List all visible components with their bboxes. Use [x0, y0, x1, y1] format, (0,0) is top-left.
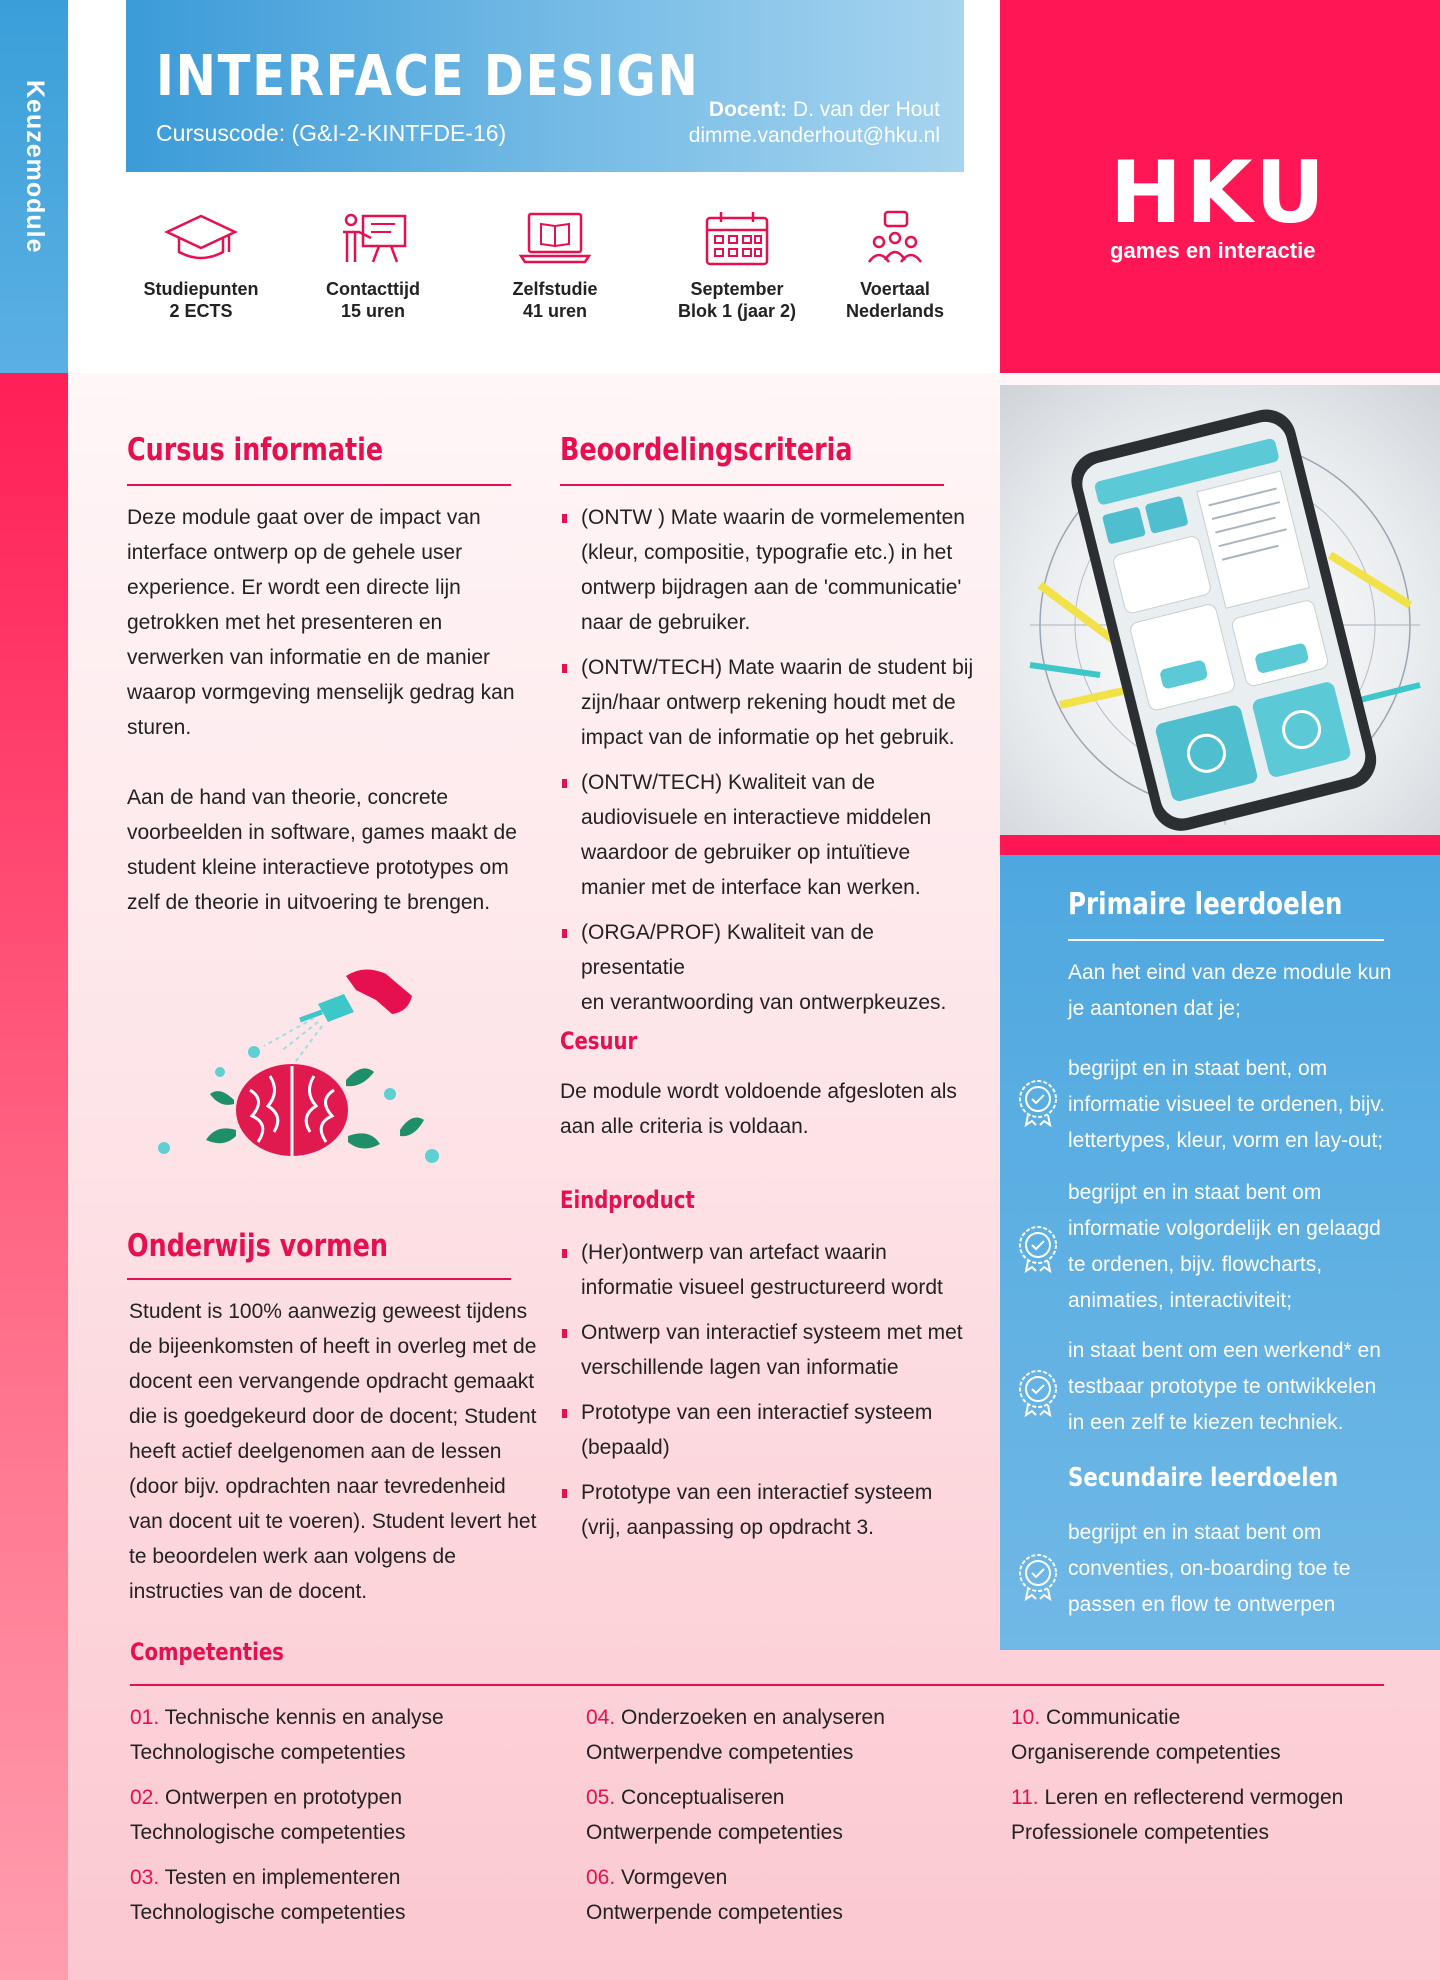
brand-block: [1000, 0, 1440, 373]
competentie-group: Ontwerpende competenties: [586, 1821, 843, 1844]
competentie-number: 02.: [130, 1786, 160, 1809]
side-stripe-lower: [0, 373, 68, 1980]
graduation-cap-icon: [163, 210, 239, 266]
competentie-item: [1011, 1780, 1343, 1850]
competentie-group: Ontwerpende competenties: [586, 1901, 843, 1924]
cursus-heading: Cursus informatie: [127, 432, 384, 468]
page-title: INTERFACE DESIGN: [156, 44, 700, 109]
competentie-group: Organiserende competenties: [1011, 1741, 1281, 1764]
info-value: 41 uren: [522, 301, 588, 321]
eindproduct-item: Prototype van een interactief systeem (vrij, aanpassing op opdracht 3.: [560, 1475, 980, 1545]
cursus-paragraph-2: Aan de hand van theorie, concrete voorbeelden in software, games maakt de student kleine interactieve prototypes om zelf de theorie in uitvoering te brengen.: [127, 786, 517, 914]
primary-goal-item: begrijpt en in staat bent om informatie volgordelijk en gelaagd te ordenen, bijv. flowcharts, animaties, interactiviteit;: [1068, 1181, 1381, 1312]
side-stripe: [0, 0, 68, 373]
info-september: [662, 210, 812, 322]
competentie-group: Technologische competenties: [130, 1741, 406, 1764]
cursus-rule: [127, 484, 511, 486]
competentie-item: [1011, 1700, 1281, 1770]
docent-label: Docent:: [708, 98, 788, 121]
phone-illustration: [1000, 385, 1440, 835]
award-badge-icon: [1016, 1367, 1060, 1417]
secondary-goals-heading: Secundaire leerdoelen: [1068, 1463, 1339, 1493]
info-zelfstudie: [480, 210, 630, 322]
beoordeling-rule: [560, 484, 944, 486]
criteria-item: (ONTW ) Mate waarin de vormelementen (kleur, compositie, typografie etc.) in het ontwerp bijdragen aan de 'communicatie' naar de gebruiker.: [560, 500, 980, 640]
competentie-name: Leren en reflecterend vermogen: [1044, 1786, 1344, 1809]
laptop-book-icon: [517, 210, 593, 266]
cesuur-heading: Cesuur: [560, 1027, 638, 1055]
eindproduct-item: Prototype van een interactief systeem (bepaald): [560, 1395, 980, 1465]
onderwijs-text: Student is 100% aanwezig geweest tijdens de bijeenkomsten of heeft in overleg met de docent een vervangende opdracht gemaakt die is goedgekeurd door de docent; Student heeft actief deelgenomen aan de lessen (door bijv. opdrachten naar tevredenheid van docent uit te voeren). Student levert het te beoordelen werk aan volgens de instructies van de docent.: [129, 1300, 537, 1603]
eindproduct-item: Ontwerp van interactief systeem met met verschillende lagen van informatie: [560, 1315, 980, 1385]
info-value: 15 uren: [340, 301, 406, 321]
competentie-number: 05.: [586, 1786, 616, 1809]
competentie-item: [130, 1700, 444, 1770]
competentie-name: Vormgeven: [621, 1866, 728, 1889]
competentie-name: Technische kennis en analyse: [164, 1706, 444, 1729]
info-label: Contacttijd: [326, 279, 420, 299]
phone-sketch: [1000, 385, 1440, 835]
onderwijs-heading: Onderwijs vormen: [127, 1228, 388, 1264]
competentie-name: Testen en implementeren: [164, 1866, 401, 1889]
divider-bar: [1000, 835, 1440, 855]
presenter-board-icon: [335, 210, 411, 266]
competentie-group: Technologische competenties: [130, 1821, 406, 1844]
competentie-number: 01.: [130, 1706, 160, 1729]
info-value: 2 ECTS: [169, 301, 233, 321]
competentie-item: [586, 1700, 885, 1770]
calendar-icon: [699, 210, 775, 266]
secondary-goal-item: begrijpt en in staat bent om conventies, on-boarding toe te passen en flow te ontwerpen: [1068, 1521, 1351, 1616]
info-label: Zelfstudie: [512, 279, 598, 299]
header-banner: [126, 0, 964, 172]
criteria-item: (ORGA/PROF) Kwaliteit van de presentatie en verantwoording van ontwerpkeuzes.: [560, 915, 980, 1020]
competentie-item: [586, 1780, 843, 1850]
award-badge-icon: [1016, 1077, 1060, 1127]
primary-goal-item: begrijpt en in staat bent, om informatie visueel te ordenen, bijv. lettertypes, kleur, vorm en lay-out;: [1068, 1057, 1386, 1152]
competentie-group: Ontwerpendve competenties: [586, 1741, 854, 1764]
hku-logo: HKU: [1110, 143, 1329, 243]
cursus-paragraph-1: Deze module gaat over de impact van interface ontwerp op de gehele user experience. Er wordt een directe lijn getrokken met het presenteren en verwerken van informatie en de manier waarop vormgeving menselijk gedrag kan sturen.: [127, 506, 515, 739]
cesuur-text: De module wordt voldoende afgesloten als aan alle criteria is voldaan.: [560, 1080, 957, 1138]
info-voertaal: [820, 210, 970, 322]
primary-goal-item: in staat bent om een werkend* en testbaar prototype te ontwikkelen in een zelf te kiezen techniek.: [1068, 1339, 1381, 1434]
brain-plant-illustration: [150, 960, 460, 1180]
competentie-item: [130, 1860, 406, 1930]
course-info-row: [126, 210, 966, 340]
brand-subtitle: games en interactie: [1110, 238, 1316, 263]
competentie-number: 11.: [1011, 1786, 1039, 1809]
competentie-group: Professionele competenties: [1011, 1821, 1269, 1844]
primary-goals-heading: Primaire leerdoelen: [1068, 887, 1343, 922]
competenties-rule: [130, 1684, 1384, 1686]
onderwijs-rule: [127, 1278, 511, 1280]
competentie-group: Technologische competenties: [130, 1901, 406, 1924]
info-label: September: [690, 279, 784, 299]
info-label: Voertaal: [860, 279, 930, 299]
competentie-name: Onderzoeken en analyseren: [621, 1706, 885, 1729]
goals-rule: [1068, 939, 1384, 941]
competentie-number: 10.: [1011, 1706, 1041, 1729]
info-value: Nederlands: [845, 301, 945, 321]
competentie-name: Conceptualiseren: [621, 1786, 785, 1809]
competentie-number: 06.: [586, 1866, 616, 1889]
competentie-name: Ontwerpen en prototypen: [165, 1786, 403, 1809]
leerdoelen-panel: [1000, 855, 1440, 1650]
competentie-item: [586, 1860, 843, 1930]
goals-intro: Aan het eind van deze module kun je aantonen dat je;: [1068, 961, 1392, 1020]
award-badge-icon: [1016, 1223, 1060, 1273]
docent-name: D. van der Hout: [792, 98, 940, 121]
side-label: Keuzemodule: [21, 80, 49, 254]
competenties-heading: Competenties: [130, 1638, 284, 1666]
beoordeling-list: [560, 500, 980, 1030]
eindproduct-heading: Eindproduct: [560, 1186, 695, 1214]
docent-line: [709, 98, 940, 122]
info-contacttijd: [298, 210, 448, 322]
eindproduct-list: [560, 1235, 980, 1555]
criteria-item: (ONTW/TECH) Mate waarin de student bij zijn/haar ontwerp rekening houdt met de impact van de informatie op het gebruik.: [560, 650, 980, 755]
course-code: Cursuscode: (G&I-2-KINTFDE-16): [156, 120, 507, 146]
people-speech-icon: [857, 210, 933, 266]
beoordeling-heading: Beoordelingscriteria: [560, 432, 853, 468]
eindproduct-item: (Her)ontwerp van artefact waarin informatie visueel gestructureerd wordt: [560, 1235, 980, 1305]
info-studiepunten: [126, 210, 276, 322]
competentie-name: Communicatie: [1046, 1706, 1181, 1729]
criteria-item: (ONTW/TECH) Kwaliteit van de audiovisuele en interactieve middelen waardoor de gebruiker op intuïtieve manier met de interface kan werken.: [560, 765, 980, 905]
award-badge-icon: [1016, 1551, 1060, 1601]
info-label: Studiepunten: [143, 279, 259, 299]
competentie-item: [130, 1780, 406, 1850]
competentie-number: 04.: [586, 1706, 616, 1729]
info-value: Blok 1 (jaar 2): [677, 301, 797, 321]
competentie-number: 03.: [130, 1866, 160, 1889]
docent-email[interactable]: dimme.vanderhout@hku.nl: [688, 124, 940, 147]
